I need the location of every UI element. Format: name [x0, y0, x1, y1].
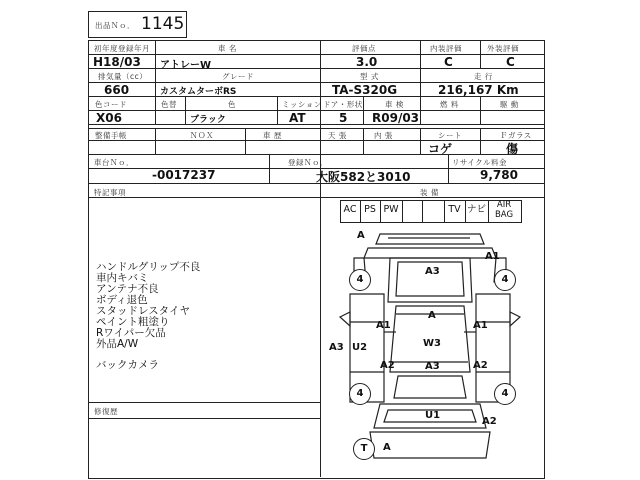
tire-rear-left: 4	[349, 383, 371, 405]
lot-number: 1145	[141, 14, 185, 34]
seat-value: コゲ	[428, 142, 453, 156]
car-name-label: 車 名	[218, 44, 237, 53]
equipment-label: 装 備	[420, 188, 439, 197]
inspection-label: 車 検	[385, 100, 404, 109]
mission-value: AT	[289, 111, 306, 125]
equipment-pw: PW	[383, 204, 399, 215]
windshield-label: Ｆガラス	[500, 131, 532, 140]
color-code-label: 色コード	[95, 100, 127, 109]
spare-tire: T	[353, 438, 375, 460]
history-label: 車 歴	[263, 131, 282, 140]
repair-history-label: 修復歴	[94, 407, 118, 416]
seat-label: シート	[438, 131, 462, 140]
damage-mark: A3	[329, 342, 344, 353]
displacement-value: 660	[104, 83, 130, 97]
interior-grade-label: 内装評価	[430, 44, 462, 53]
color-code-value: X06	[96, 111, 122, 125]
notes-label: 特記事項	[94, 188, 126, 197]
doors-label: ドア・形状	[323, 100, 363, 109]
color-value: ブラック	[190, 115, 226, 125]
lot-number-box	[88, 11, 187, 38]
equipment-airbag: AIR BAG	[494, 200, 514, 220]
damage-mark: A1	[485, 251, 500, 262]
color-change-label: 色替	[161, 100, 177, 109]
list-item: スタッドレスタイヤ	[96, 305, 190, 317]
displacement-label: 排気量（cc）	[98, 72, 148, 81]
list-item: ハンドルグリップ不良	[96, 261, 201, 273]
inspection-value: R09/03	[372, 111, 420, 125]
service-book-label: 整備手帳	[95, 131, 127, 140]
color-label: 色	[228, 100, 236, 109]
grade-label: グレード	[222, 72, 254, 81]
chassis-value: -0017237	[152, 168, 216, 182]
equipment-ps: PS	[364, 204, 376, 215]
damage-mark: A2	[380, 360, 395, 371]
doors-value: 5	[339, 111, 348, 125]
plate-value: 大阪582と3010	[316, 170, 411, 184]
equipment-tv: TV	[448, 204, 461, 215]
equipment-ac: AC	[343, 204, 357, 215]
list-item: アンテナ不良	[96, 283, 159, 295]
damage-mark: U1	[425, 410, 441, 421]
mileage-value: 216,167 Km	[438, 83, 519, 97]
damage-mark: A3	[425, 266, 440, 277]
list-item: 外品A/W	[96, 338, 139, 350]
reg-date-value: H18/03	[93, 55, 141, 69]
score-value: 3.0	[356, 55, 378, 69]
damage-mark: A	[428, 310, 436, 321]
lot-label: 出品Ｎｏ．	[95, 21, 135, 30]
damage-mark: A3	[425, 361, 440, 372]
model-label: 型 式	[360, 72, 379, 81]
drive-label: 駆 動	[500, 100, 519, 109]
list-item: ボディ退色	[96, 294, 148, 306]
nox-label: ＮＯＸ	[190, 131, 214, 140]
car-name-value: アトレーW	[160, 60, 212, 71]
interior-trim-label: 内 張	[374, 131, 393, 140]
damage-mark: A2	[482, 416, 497, 427]
mileage-label: 走 行	[474, 72, 493, 81]
damage-mark: U2	[352, 342, 368, 353]
damage-mark: A	[383, 442, 391, 453]
list-item: 車内キバミ	[96, 272, 149, 284]
model-value: TA-S320G	[332, 83, 398, 97]
damage-mark: A	[357, 230, 365, 241]
grade-value: カスタムターボRS	[160, 87, 237, 97]
mission-label: ミッション	[282, 100, 322, 109]
tire-front-right: 4	[494, 269, 516, 291]
damage-mark: A1	[473, 320, 488, 331]
exterior-grade-label: 外装評価	[487, 44, 519, 53]
list-item: ペイント粗塗り	[96, 316, 170, 328]
windshield-value: 傷	[506, 142, 519, 156]
plate-label: 登録Ｎｏ．	[288, 158, 328, 167]
fuel-label: 燃 料	[440, 100, 459, 109]
damage-mark: A1	[376, 320, 391, 331]
recycle-label: リサイクル料金	[452, 158, 507, 167]
reg-date-label: 初年度登録年月	[94, 44, 150, 53]
tire-rear-right: 4	[494, 383, 516, 405]
ceiling-label: 天 張	[328, 131, 347, 140]
exterior-grade-value: C	[506, 55, 515, 69]
damage-mark: A2	[473, 360, 488, 371]
list-item: バックカメラ	[96, 359, 159, 371]
damage-mark: W3	[423, 338, 441, 349]
equipment-navi: ナビ	[466, 204, 486, 215]
chassis-label: 車台Ｎｏ．	[94, 158, 134, 167]
recycle-value: 9,780	[480, 168, 518, 182]
list-item: Rワイパー欠品	[96, 327, 166, 339]
interior-grade-value: C	[444, 55, 453, 69]
tire-front-left: 4	[349, 269, 371, 291]
score-label: 評価点	[352, 44, 376, 53]
